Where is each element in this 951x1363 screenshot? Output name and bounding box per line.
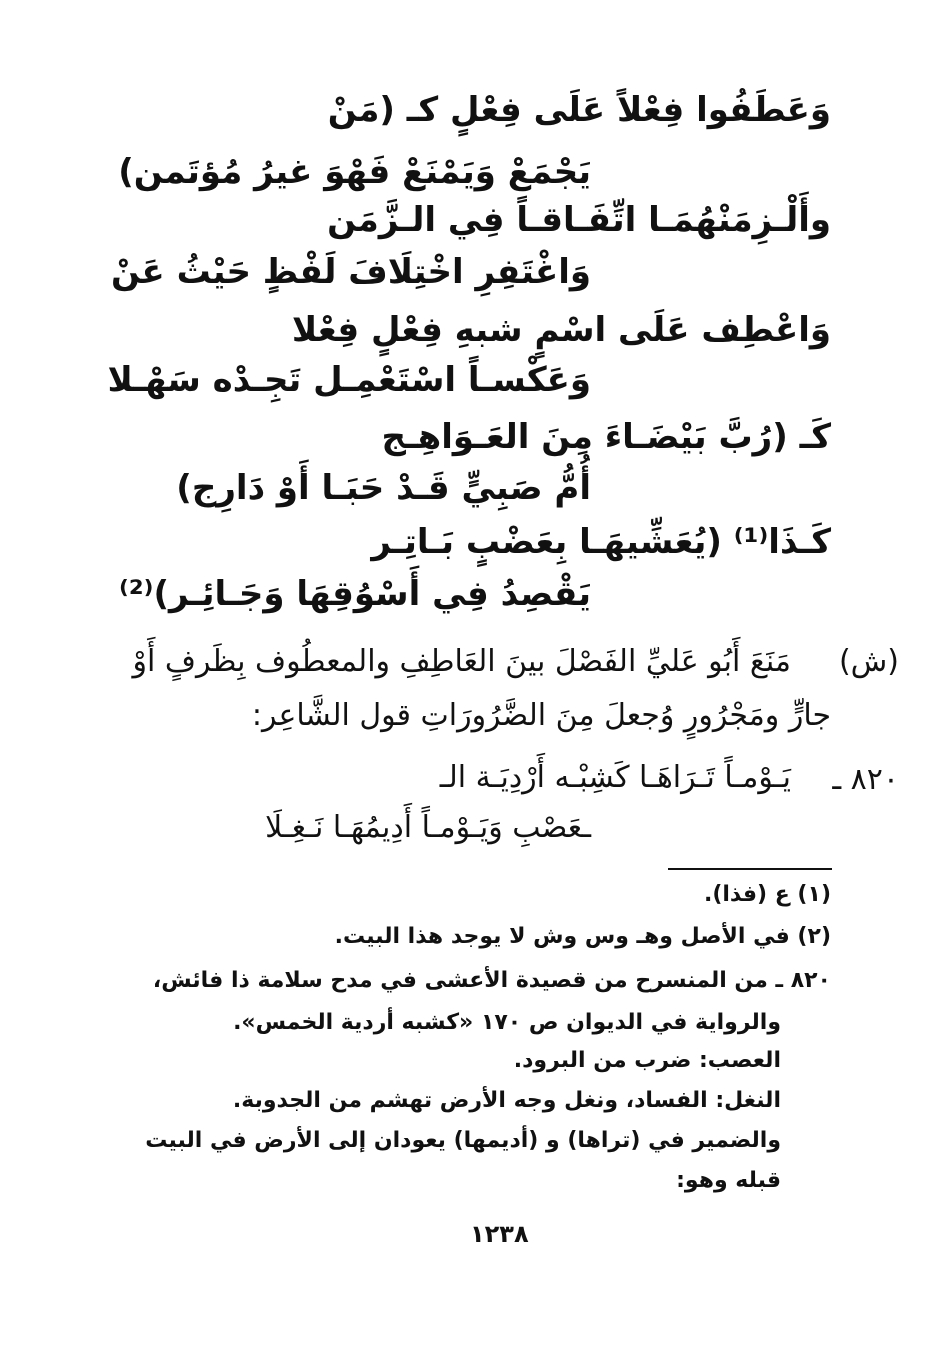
verse-line: وَعَطَفُوا فِعْلاً عَلَى فِعْلٍ كـ (مَنْ xyxy=(327,90,831,130)
verse-line: وَعَكْسـاً اسْتَعْمِـل تَجِـدْه سَهْـلا xyxy=(107,360,591,400)
verse-line: وأَلْـزِمَنْهُمَـا اتِّفَـاقـاً فِي الـزَّمَن xyxy=(327,200,831,240)
commentary-marker: (ش) xyxy=(838,644,899,679)
verse-line: وَاعْطِف عَلَى اسْمٍ شبهِ فِعْلٍ فِعْلا xyxy=(291,310,831,350)
verse-line: كَـ (رُبَّ بَيْضَـاءَ مِنَ العَـوَاهِـج xyxy=(381,417,831,457)
verse-number: ٨٢٠ ـ xyxy=(832,762,899,797)
verse-line: يَجْمَعْ وَيَمْنَعْ فَهْوَ غيرُ مُؤتَمن) xyxy=(118,152,591,192)
commentary-line: مَنَعَ أَبُو عَليِّ الفَصْلَ بينَ العَاطِفِ والمعطُوف بِظَرفٍ أَوْ xyxy=(132,644,791,679)
verse-line: كَـذَا⁽¹⁾ (يُعَشِّيهَـا بِعَضْبٍ بَـاتِـر xyxy=(371,522,831,562)
footnote: والضمير في (تراها) و (أديمها) يعودان إلى الأرض في البيت xyxy=(145,1128,781,1153)
footnote: قبله وهو: xyxy=(676,1168,781,1193)
quoted-verse-line: يَـوْمـاً تَـرَاهَـا كَشِبْـه أَرْدِيَـة الـ xyxy=(439,760,791,795)
page-number: ١٢٣٨ xyxy=(470,1220,529,1248)
footnote: والرواية في الديوان ص ١٧٠ «كشبه أردية الخمس». xyxy=(233,1010,781,1035)
quoted-verse-line: ـعَصْبِ وَيَـوْمـاً أَدِيمُهَـا نَـغِـلَا xyxy=(265,810,591,845)
footnote: ٨٢٠ ـ من المنسرح من قصيدة الأعشى في مدح سلامة ذا فائش، xyxy=(152,968,831,993)
verse-line: أُمُّ صَبِيٍّ قَـدْ حَبَـا أَوْ دَارِج) xyxy=(176,468,591,508)
verse-line: يَقْصِدُ فِي أَسْوُقِهَا وَجَـائِـر)⁽²⁾ xyxy=(118,574,591,614)
footnote: (٢) في الأصل وهـ وس وش لا يوجد هذا البيت. xyxy=(334,924,831,949)
footnote: (١) ع (فذا). xyxy=(703,882,831,907)
footnote-separator xyxy=(668,868,832,870)
verse-line: وَاغْتَفِرِ اخْتِلَافَ لَفْظٍ حَيْثُ عَنْ xyxy=(110,252,591,292)
footnote: العصب: ضرب من البرود. xyxy=(513,1048,781,1073)
footnote: النغل: الفساد، ونغل وجه الأرض تهشم من الجدوبة. xyxy=(232,1088,781,1113)
commentary-line: جارٍّ ومَجْرُورٍ وُجعلَ مِنَ الضَّرُورَاتِ قول الشَّاعِر: xyxy=(251,698,831,733)
